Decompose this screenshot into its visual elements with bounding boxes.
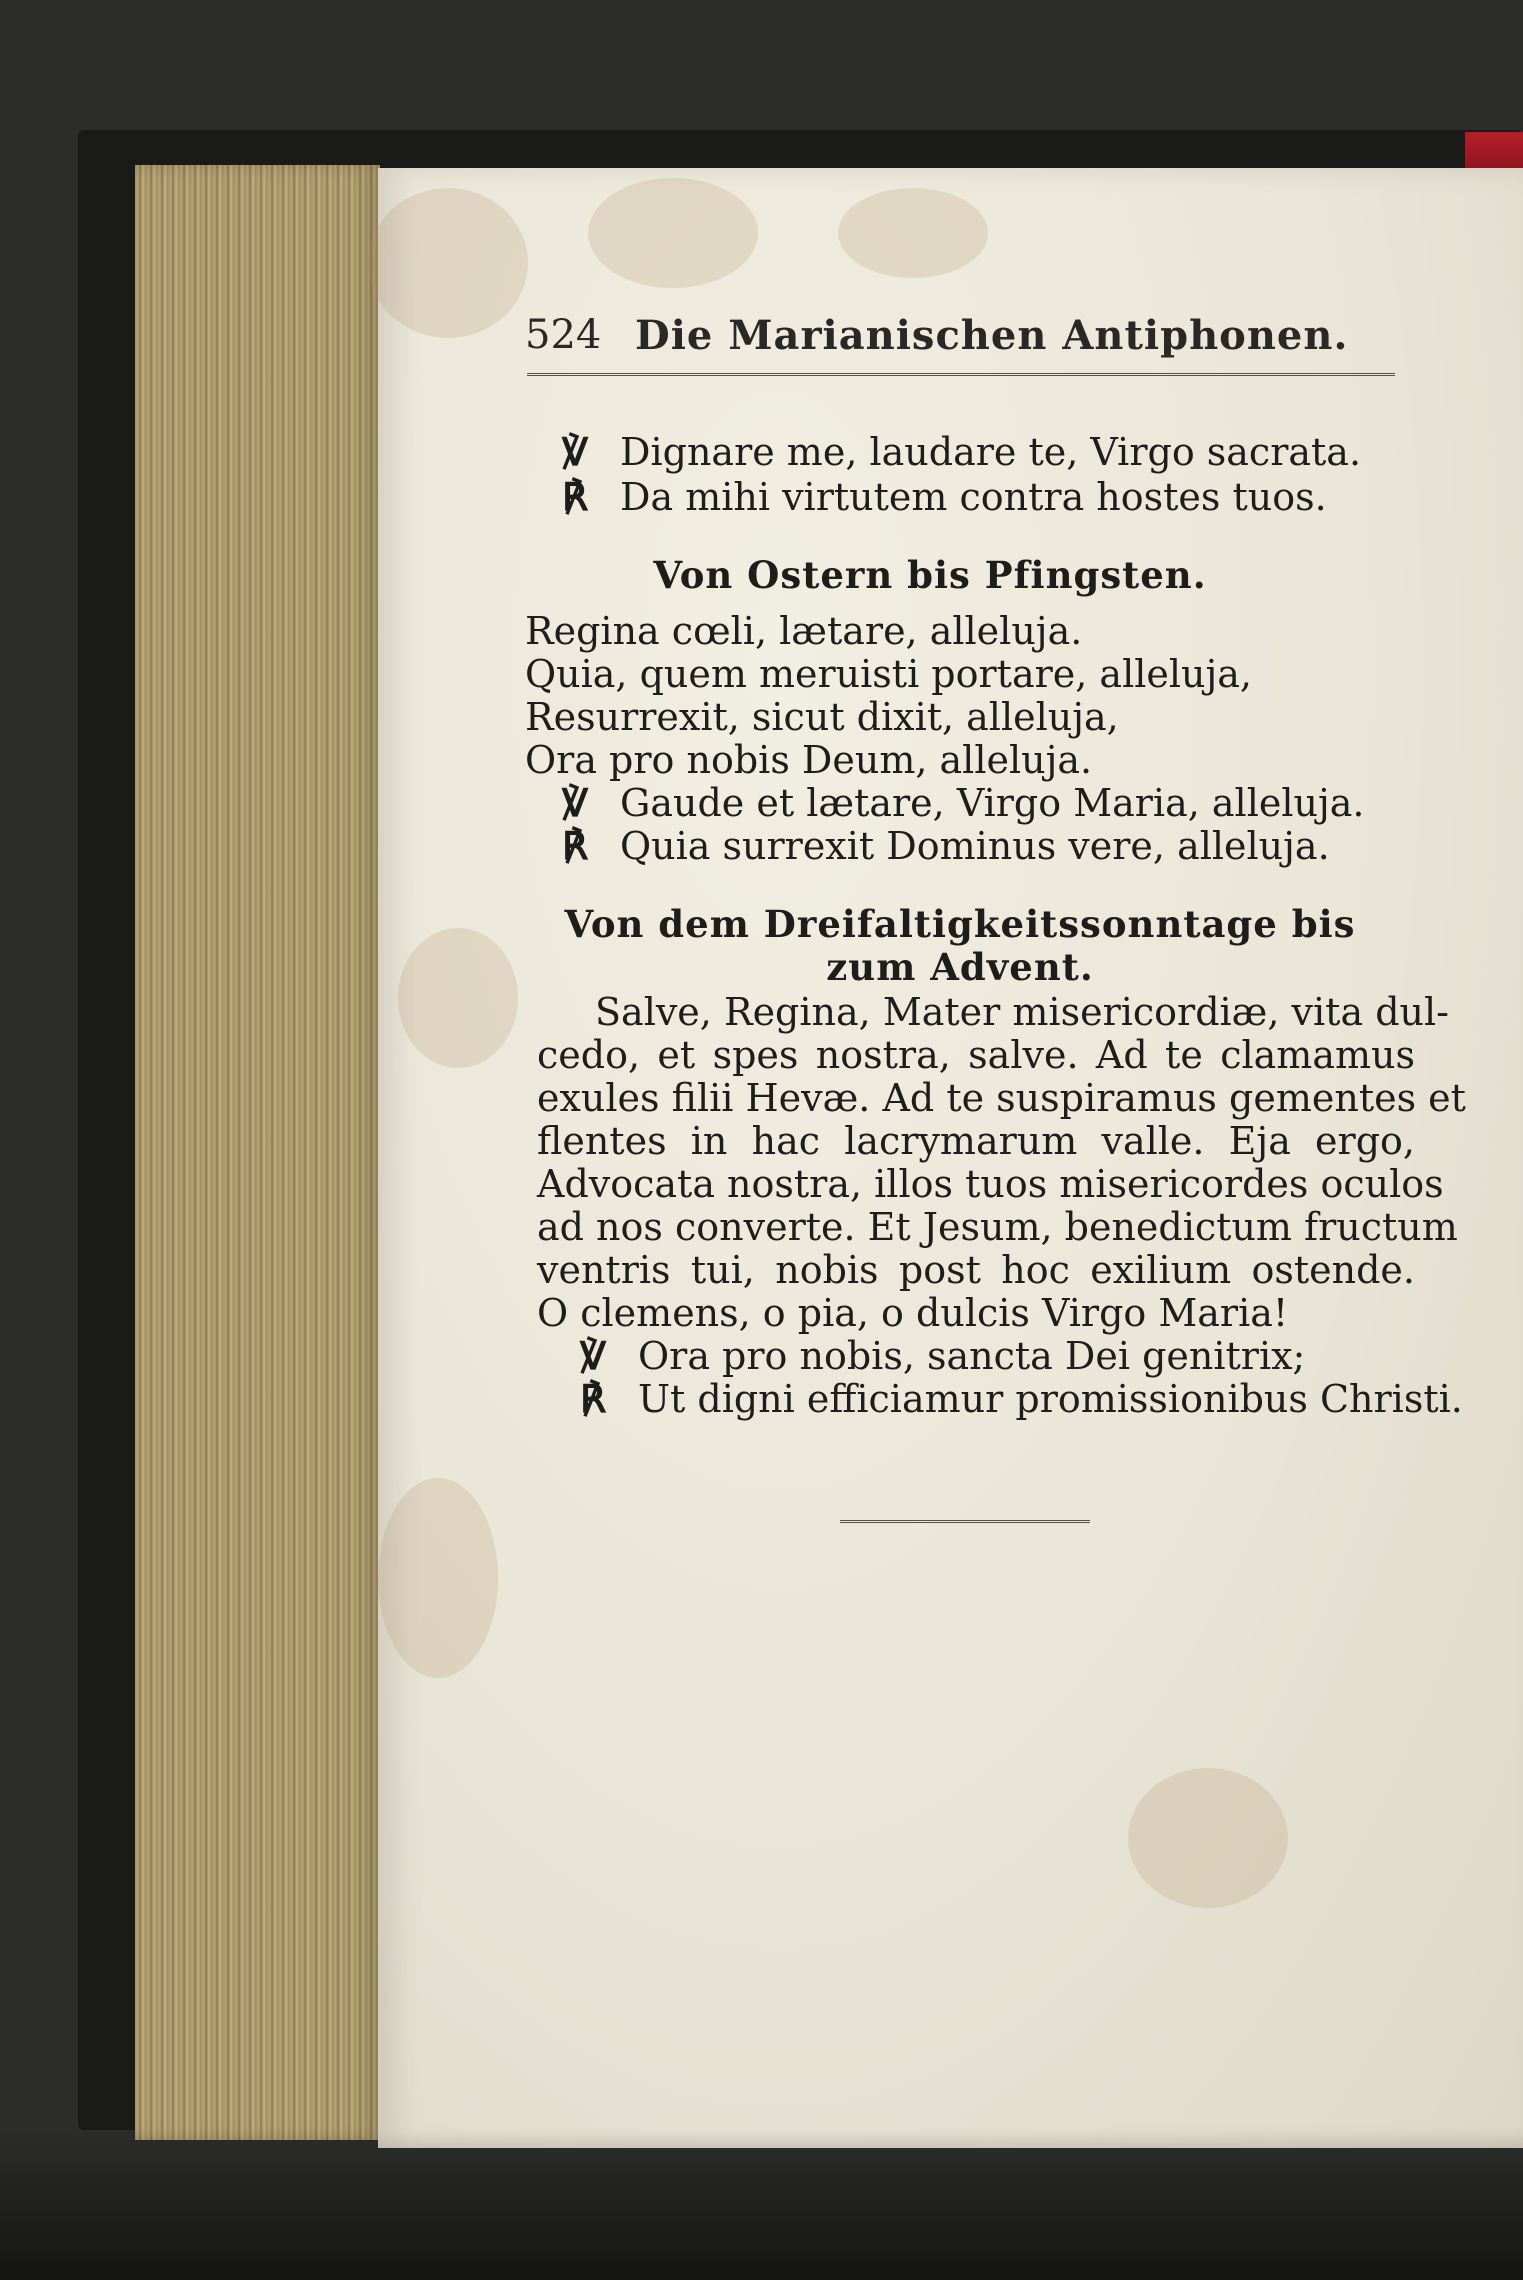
text-line: Advocata nostra, illos tuos misericordes oculos (537, 1162, 1444, 1206)
foxing-stain (588, 178, 758, 288)
versicle-line (580, 1334, 1305, 1378)
foxing-stain (838, 188, 988, 278)
response-text: Ut digni efficiamur promissionibus Christi. (638, 1377, 1463, 1421)
running-header (525, 312, 1395, 362)
versicle-text: Gaude et lætare, Virgo Maria, alleluja. (620, 781, 1365, 825)
text-line: flentes in hac lacrymarum valle. Eja ergo, (537, 1119, 1415, 1163)
response-line (580, 1377, 1463, 1421)
response-text: Da mihi virtutem contra hostes tuos. (620, 475, 1327, 519)
foxing-stain (398, 928, 518, 1068)
text-line: O clemens, o pia, o dulcis Virgo Maria! (537, 1291, 1289, 1335)
response-text: Quia surrexit Dominus vere, alleluja. (620, 824, 1330, 868)
text-line: Ora pro nobis Deum, alleluja. (525, 738, 1093, 782)
versicle-symbol: ℣ (580, 1333, 606, 1378)
section-heading-cont: zum Advent. (826, 945, 1094, 989)
text-line: ad nos converte. Et Jesum, benedictum fructum (537, 1205, 1458, 1249)
text-line: cedo, et spes nostra, salve. Ad te clamamus (537, 1033, 1415, 1077)
section-heading: Von Ostern bis Pfingsten. (653, 553, 1207, 597)
response-symbol: ℟ (580, 1376, 606, 1421)
text-line: Regina cœli, lætare, alleluja. (525, 609, 1083, 653)
versicle-line (562, 781, 1365, 825)
section-heading: Von dem Dreifaltigkeitssonntage bis (564, 902, 1356, 946)
running-title: Die Marianischen Antiphonen. (635, 312, 1349, 359)
foxing-stain (368, 188, 528, 338)
text-line: ventris tui, nobis post hoc exilium ostende. (537, 1248, 1415, 1292)
response-symbol: ℟ (562, 823, 588, 868)
text-line: Resurrexit, sicut dixit, alleluja, (525, 695, 1119, 739)
versicle-line (562, 430, 1361, 474)
text-line: exules filii Hevæ. Ad te suspiramus gementes et (537, 1076, 1466, 1120)
versicle-text: Dignare me, laudare te, Virgo sacrata. (620, 430, 1362, 474)
versicle-text: Ora pro nobis, sancta Dei genitrix; (638, 1334, 1306, 1378)
response-line (562, 475, 1327, 519)
response-symbol: ℟ (562, 474, 588, 519)
response-line (562, 824, 1330, 868)
header-rule (527, 373, 1395, 376)
foxing-stain (378, 1478, 498, 1678)
text-line: Quia, quem meruisti portare, alleluja, (525, 652, 1253, 696)
bottom-shadow (0, 2130, 1523, 2280)
page-block-edge (135, 165, 380, 2140)
page-number: 524 (525, 312, 602, 358)
versicle-symbol: ℣ (562, 429, 588, 474)
versicle-symbol: ℣ (562, 780, 588, 825)
foxing-stain (1128, 1768, 1288, 1908)
end-rule (840, 1520, 1090, 1523)
text-line: Salve, Regina, Mater misericordiæ, vita dul- (595, 990, 1449, 1034)
